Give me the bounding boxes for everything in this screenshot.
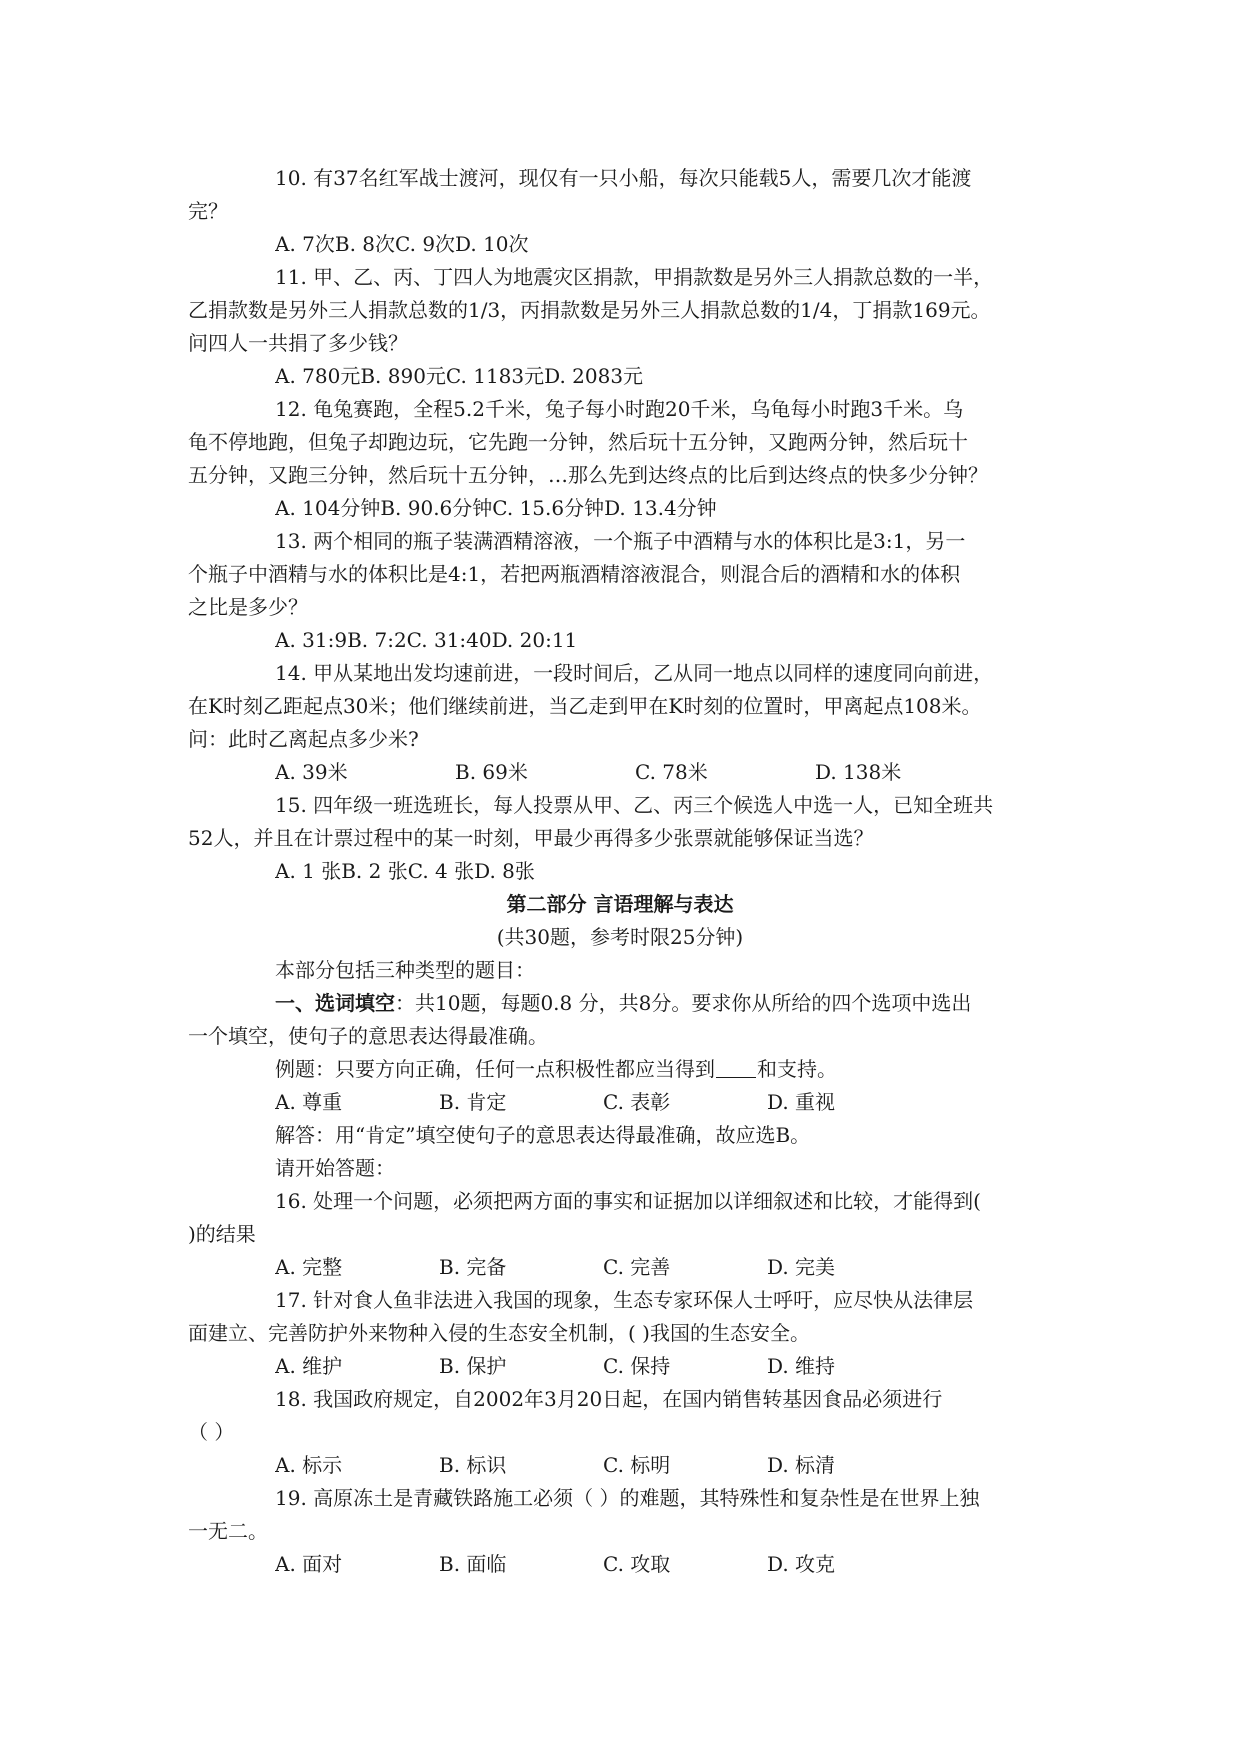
q10-text-line1: 10. 有37名红军战士渡河，现仅有一只小船，每次只能载5人，需要几次才能渡 <box>275 166 972 190</box>
q14-options <box>275 756 1075 789</box>
q16-option-d: D. 完美 <box>767 1255 836 1279</box>
q11-text-line2: 乙捐款数是另外三人捐款总数的1/3，丙捐款数是另外三人捐款总数的1/4，丁捐款169元。 <box>188 298 991 322</box>
q17-text-line2: 面建立、完善防护外来物种入侵的生态安全机制，( )我国的生态安全。 <box>188 1321 810 1345</box>
q19-options <box>275 1548 1075 1581</box>
q16-text-line2: )的结果 <box>188 1222 256 1246</box>
q19-option-a: A. 面对 <box>275 1552 343 1576</box>
q13-text-line2: 个瓶子中酒精与水的体积比是4:1，若把两瓶酒精溶液混合，则混合后的酒精和水的体积 <box>188 562 961 586</box>
q19-option-b: B. 面临 <box>439 1552 507 1576</box>
q10-options: A. 7次B. 8次C. 9次D. 10次 <box>275 232 529 256</box>
example-text-post: 和支持。 <box>757 1057 837 1081</box>
start-prompt: 请开始答题： <box>275 1156 395 1180</box>
q18-options <box>275 1449 1075 1482</box>
q14-text-line3: 问：此时乙离起点多少米? <box>188 727 419 751</box>
q16-option-a: A. 完整 <box>275 1255 343 1279</box>
q17-text-line1: 17. 针对食人鱼非法进入我国的现象，生态专家环保人士呼吁，应尽快从法律层 <box>275 1288 974 1312</box>
q13-options: A. 31:9B. 7:2C. 31:40D. 20:11 <box>275 628 578 652</box>
q12-text-line2: 龟不停地跑，但兔子却跑边玩，它先跑一分钟，然后玩十五分钟，又跑两分钟，然后玩十 <box>188 430 968 454</box>
q14-option-b: B. 69米 <box>455 760 528 784</box>
q19-option-c: C. 攻取 <box>603 1552 671 1576</box>
q15-text-line1: 15. 四年级一班选班长，每人投票从甲、乙、丙三个候选人中选一人，已知全班共 <box>275 793 994 817</box>
q12-text-line3: 五分钟，又跑三分钟，然后玩十五分钟，…那么先到达终点的比后到达终点的快多少分钟？ <box>188 463 988 487</box>
q14-option-c: C. 78米 <box>635 760 708 784</box>
example-answer: 解答：用“肯定”填空使句子的意思表达得最准确，故应选B。 <box>275 1123 811 1147</box>
q14-text-line2: 在K时刻乙距起点30米；他们继续前进，当乙走到甲在K时刻的位置时，甲离起点108米。 <box>188 694 982 718</box>
q18-option-b: B. 标识 <box>439 1453 507 1477</box>
part2-subtitle: (共30题，参考时限25分钟) <box>496 925 744 949</box>
example-blank <box>716 1057 756 1078</box>
q15-text-line2: 52人，并且在计票过程中的某一时刻，甲最少再得多少张票就能够保证当选？ <box>188 826 874 850</box>
q18-option-c: C. 标明 <box>603 1453 671 1477</box>
q19-text-line2: 一无二。 <box>188 1519 268 1543</box>
section1-line1 <box>275 987 1075 1020</box>
q16-option-c: C. 完善 <box>603 1255 671 1279</box>
example-option-c: C. 表彰 <box>603 1090 671 1114</box>
q19-option-d: D. 攻克 <box>767 1552 836 1576</box>
q11-options: A. 780元B. 890元C. 1183元D. 2083元 <box>275 364 644 388</box>
q17-option-d: D. 维持 <box>767 1354 836 1378</box>
q14-option-d: D. 138米 <box>815 760 902 784</box>
example-options <box>275 1086 1075 1119</box>
q19-text-line1: 19. 高原冻土是青藏铁路施工必须（ ）的难题，其特殊性和复杂性是在世界上独 <box>275 1486 980 1510</box>
q15-options: A. 1 张B. 2 张C. 4 张D. 8张 <box>275 859 535 883</box>
q12-text-line1: 12. 龟兔赛跑，全程5.2千米，兔子每小时跑20千米，乌龟每小时跑3千米。乌 <box>275 397 964 421</box>
q18-option-a: A. 标示 <box>275 1453 343 1477</box>
q13-text-line1: 13. 两个相同的瓶子装满酒精溶液，一个瓶子中酒精与水的体积比是3:1，另一 <box>275 529 966 553</box>
example-question <box>275 1053 1075 1086</box>
q14-text-line1: 14. 甲从某地出发均速前进，一段时间后，乙从同一地点以同样的速度同向前进， <box>275 661 994 685</box>
example-option-a: A. 尊重 <box>275 1090 343 1114</box>
q16-text-line1: 16. 处理一个问题，必须把两方面的事实和证据加以详细叙述和比较，才能得到( <box>275 1189 981 1213</box>
q12-options: A. 104分钟B. 90.6分钟C. 15.6分钟D. 13.4分钟 <box>275 496 717 520</box>
q11-text-line3: 问四人一共捐了多少钱？ <box>188 331 408 355</box>
q17-options <box>275 1350 1075 1383</box>
section1-desc: ：共10题，每题0.8 分，共8分。要求你从所给的四个选项中选出 <box>395 991 972 1015</box>
q17-option-c: C. 保持 <box>603 1354 671 1378</box>
q11-text-line1: 11. 甲、乙、丙、丁四人为地震灾区捐款，甲捐款数是另外三人捐款总数的一半， <box>275 265 994 289</box>
example-option-d: D. 重视 <box>767 1090 836 1114</box>
section1-line2: 一个填空，使句子的意思表达得最准确。 <box>188 1024 548 1048</box>
q10-text-line2: 完？ <box>188 199 228 223</box>
q16-options <box>275 1251 1075 1284</box>
q18-option-d: D. 标清 <box>767 1453 836 1477</box>
q17-option-a: A. 维护 <box>275 1354 343 1378</box>
q16-option-b: B. 完备 <box>439 1255 507 1279</box>
example-text-pre: 例题：只要方向正确，任何一点积极性都应当得到 <box>275 1057 715 1081</box>
q14-option-a: A. 39米 <box>275 760 348 784</box>
example-option-b: B. 肯定 <box>439 1090 507 1114</box>
q18-text-line1: 18. 我国政府规定，自2002年3月20日起，在国内销售转基因食品必须进行 <box>275 1387 943 1411</box>
q18-text-line2: （ ） <box>188 1420 235 1444</box>
q17-option-b: B. 保护 <box>439 1354 507 1378</box>
part2-title: 第二部分 言语理解与表达 <box>506 892 734 916</box>
section1-lead: 一、选词填空 <box>275 991 395 1015</box>
part2-intro: 本部分包括三种类型的题目： <box>275 958 535 982</box>
q13-text-line3: 之比是多少？ <box>188 595 308 619</box>
